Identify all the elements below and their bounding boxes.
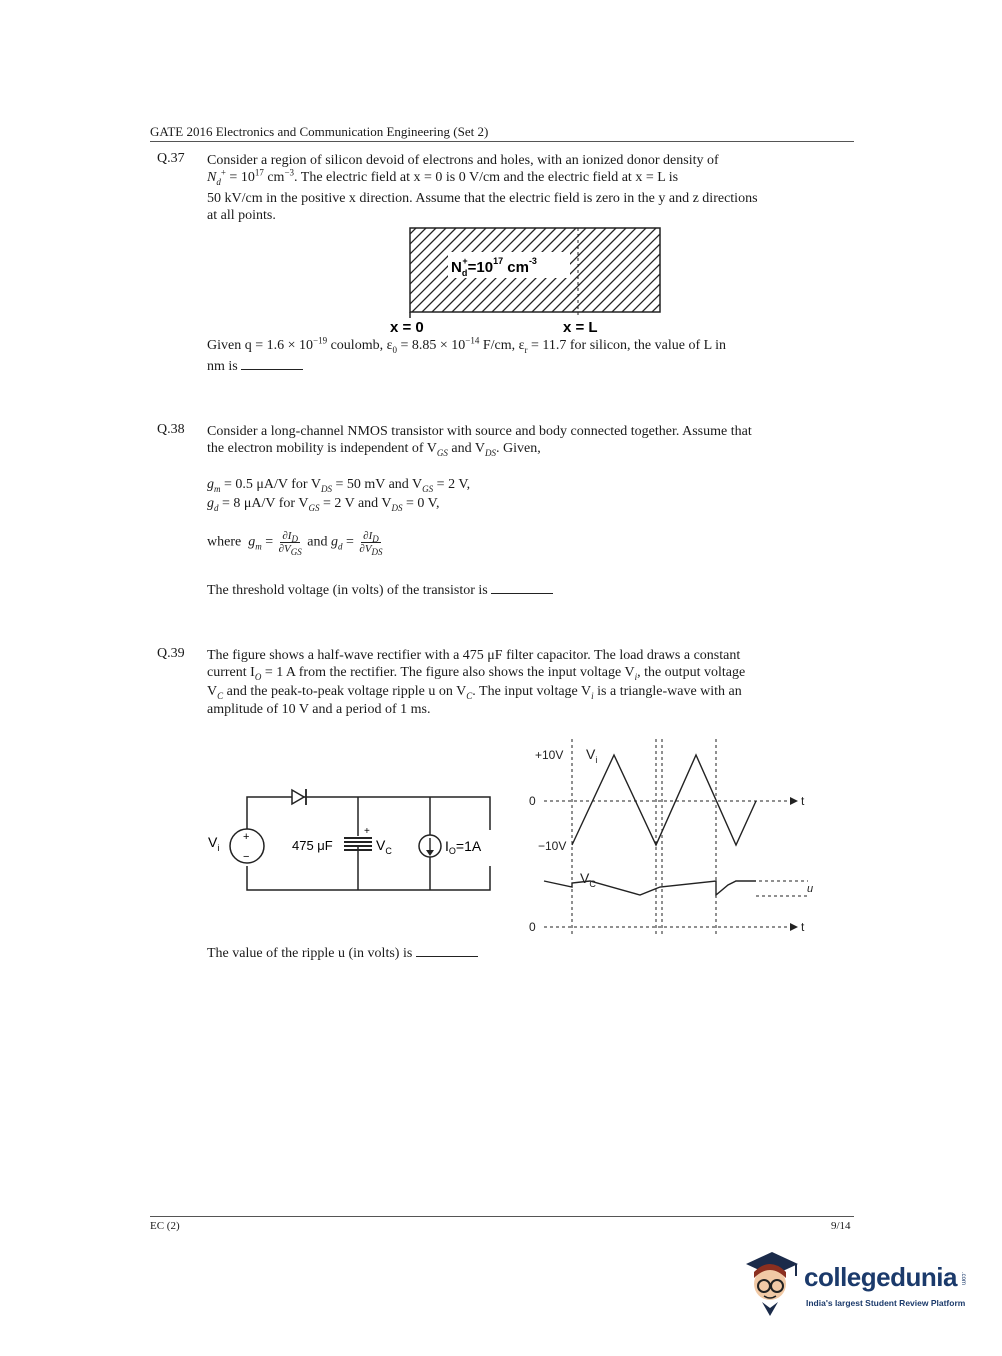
q39-line2: current $I_O = 1$ A from the rectifier. The figure also shows the input voltage $V_i$, the output voltage (207, 665, 746, 682)
vc-wave-label: $V_C$ (580, 870, 596, 889)
xL-label: x = L (563, 319, 598, 336)
q37-answer-line: nm is (207, 357, 303, 375)
vc-label: $V_C$ (376, 837, 392, 856)
q37-answer-blank[interactable] (241, 357, 303, 370)
logo-tagline: India's largest Student Review Platform (806, 1298, 966, 1308)
footer-left: EC (2) (150, 1220, 180, 1232)
footer-page-number: 9/14 (831, 1220, 851, 1232)
q39-line4: amplitude of 10 V and a period of 1 ms. (207, 702, 431, 717)
svg-text:u: u (807, 883, 814, 895)
q39-answer-blank[interactable] (416, 944, 478, 957)
q39-line3: $V_C$ and the peak-to-peak voltage ripple u on $V_C$. The input voltage $V_i$ is a triangle-wave with an (207, 684, 742, 701)
collegedunia-mascot-icon (740, 1250, 802, 1318)
capacitor-label: 475 μF (292, 838, 333, 853)
q38-answer-blank[interactable] (491, 581, 553, 594)
footer-rule (150, 1216, 854, 1217)
q37-number: Q.37 (157, 151, 185, 166)
vi-triangle-wave (572, 755, 756, 845)
nd-label: $N_d+=10^{17}$ $cm^{-3}$ (451, 256, 537, 278)
svg-text:+: + (364, 826, 370, 837)
q38-where-line: where $g_m$ = $\frac{\partial I_D}{\partial V_{GS}}$ and $g_d$ = $\frac{\partial I_D}{\partial V_{DS}}$ (207, 530, 383, 558)
q39-line1: The figure shows a half-wave rectifier with a 475 μF filter capacitor. The load draws a constant (207, 648, 741, 663)
rectifier-circuit (200, 780, 510, 900)
q37-line4: at all points. (207, 208, 276, 223)
q39-question: The value of the ripple u (in volts) is (207, 944, 478, 962)
vc-ripple-wave (544, 881, 756, 895)
svg-text:+10V: +10V (535, 748, 564, 762)
q37-line3: 50 kV/cm in the positive x direction. Assume that the electric field is zero in the y and z directions (207, 191, 758, 206)
q38-question: The threshold voltage (in volts) of the transistor is (207, 581, 553, 599)
q37-given: Given $q = 1.6 \times 10^{-19}$ coulomb, $\varepsilon_0 = 8.85 \times 10^{-14}$ F/cm, $\varepsilon_r = 11.7$ for silicon, the value of L in (207, 335, 727, 355)
q38-gm-line: $g_m = 0.5$ μA/V for $V_{DS} = 50$ mV and $V_{GS} = 2$ V, (207, 477, 471, 494)
waveform-figure (520, 735, 820, 940)
svg-text:0: 0 (529, 920, 536, 934)
gm-fraction: $\frac{\partial I_D}{\partial V_{GS}}$ (278, 530, 302, 558)
logo-dotcom: .com (960, 1272, 966, 1286)
q38-gd-line: $g_d = 8$ μA/V for $V_{GS} = 2$ V and $V_{DS} = 0$ V, (207, 496, 440, 513)
svg-text:t: t (801, 920, 805, 934)
svg-text:0: 0 (529, 794, 536, 808)
q38-line2: the electron mobility is independent of $V_{GS}$ and $V_{DS}$. Given, (207, 441, 541, 458)
q38-line1: Consider a long-channel NMOS transistor with source and body connected together. Assume that (207, 424, 752, 439)
diode-symbol (292, 789, 306, 805)
q38-number: Q.38 (157, 422, 185, 437)
q39-number: Q.39 (157, 646, 185, 661)
vi-label: $V_i$ (208, 834, 220, 853)
io-label: $I_O=1A$ (445, 838, 482, 856)
page-header: GATE 2016 Electronics and Communication Engineering (Set 2) (150, 124, 489, 139)
gd-fraction: $\frac{\partial I_D}{\partial V_{DS}}$ (359, 530, 383, 558)
header-rule (150, 141, 854, 142)
svg-text:t: t (801, 794, 805, 808)
svg-text:−: − (243, 851, 250, 863)
x0-label: x = 0 (390, 319, 424, 336)
q37-silicon-figure (390, 222, 670, 340)
logo-wordmark: collegedunia (804, 1262, 957, 1292)
q37-line1: Consider a region of silicon devoid of electrons and holes, with an ionized donor density of (207, 153, 719, 168)
q37-line2: $N_d^+ = 10^{17}$ $cm^{-3}$. The electric field at x = 0 is 0 V/cm and the electric field at x = L is (207, 167, 679, 187)
svg-text:+: + (243, 831, 250, 843)
svg-text:−10V: −10V (538, 839, 567, 853)
vi-wave-label: $V_i$ (586, 746, 598, 765)
